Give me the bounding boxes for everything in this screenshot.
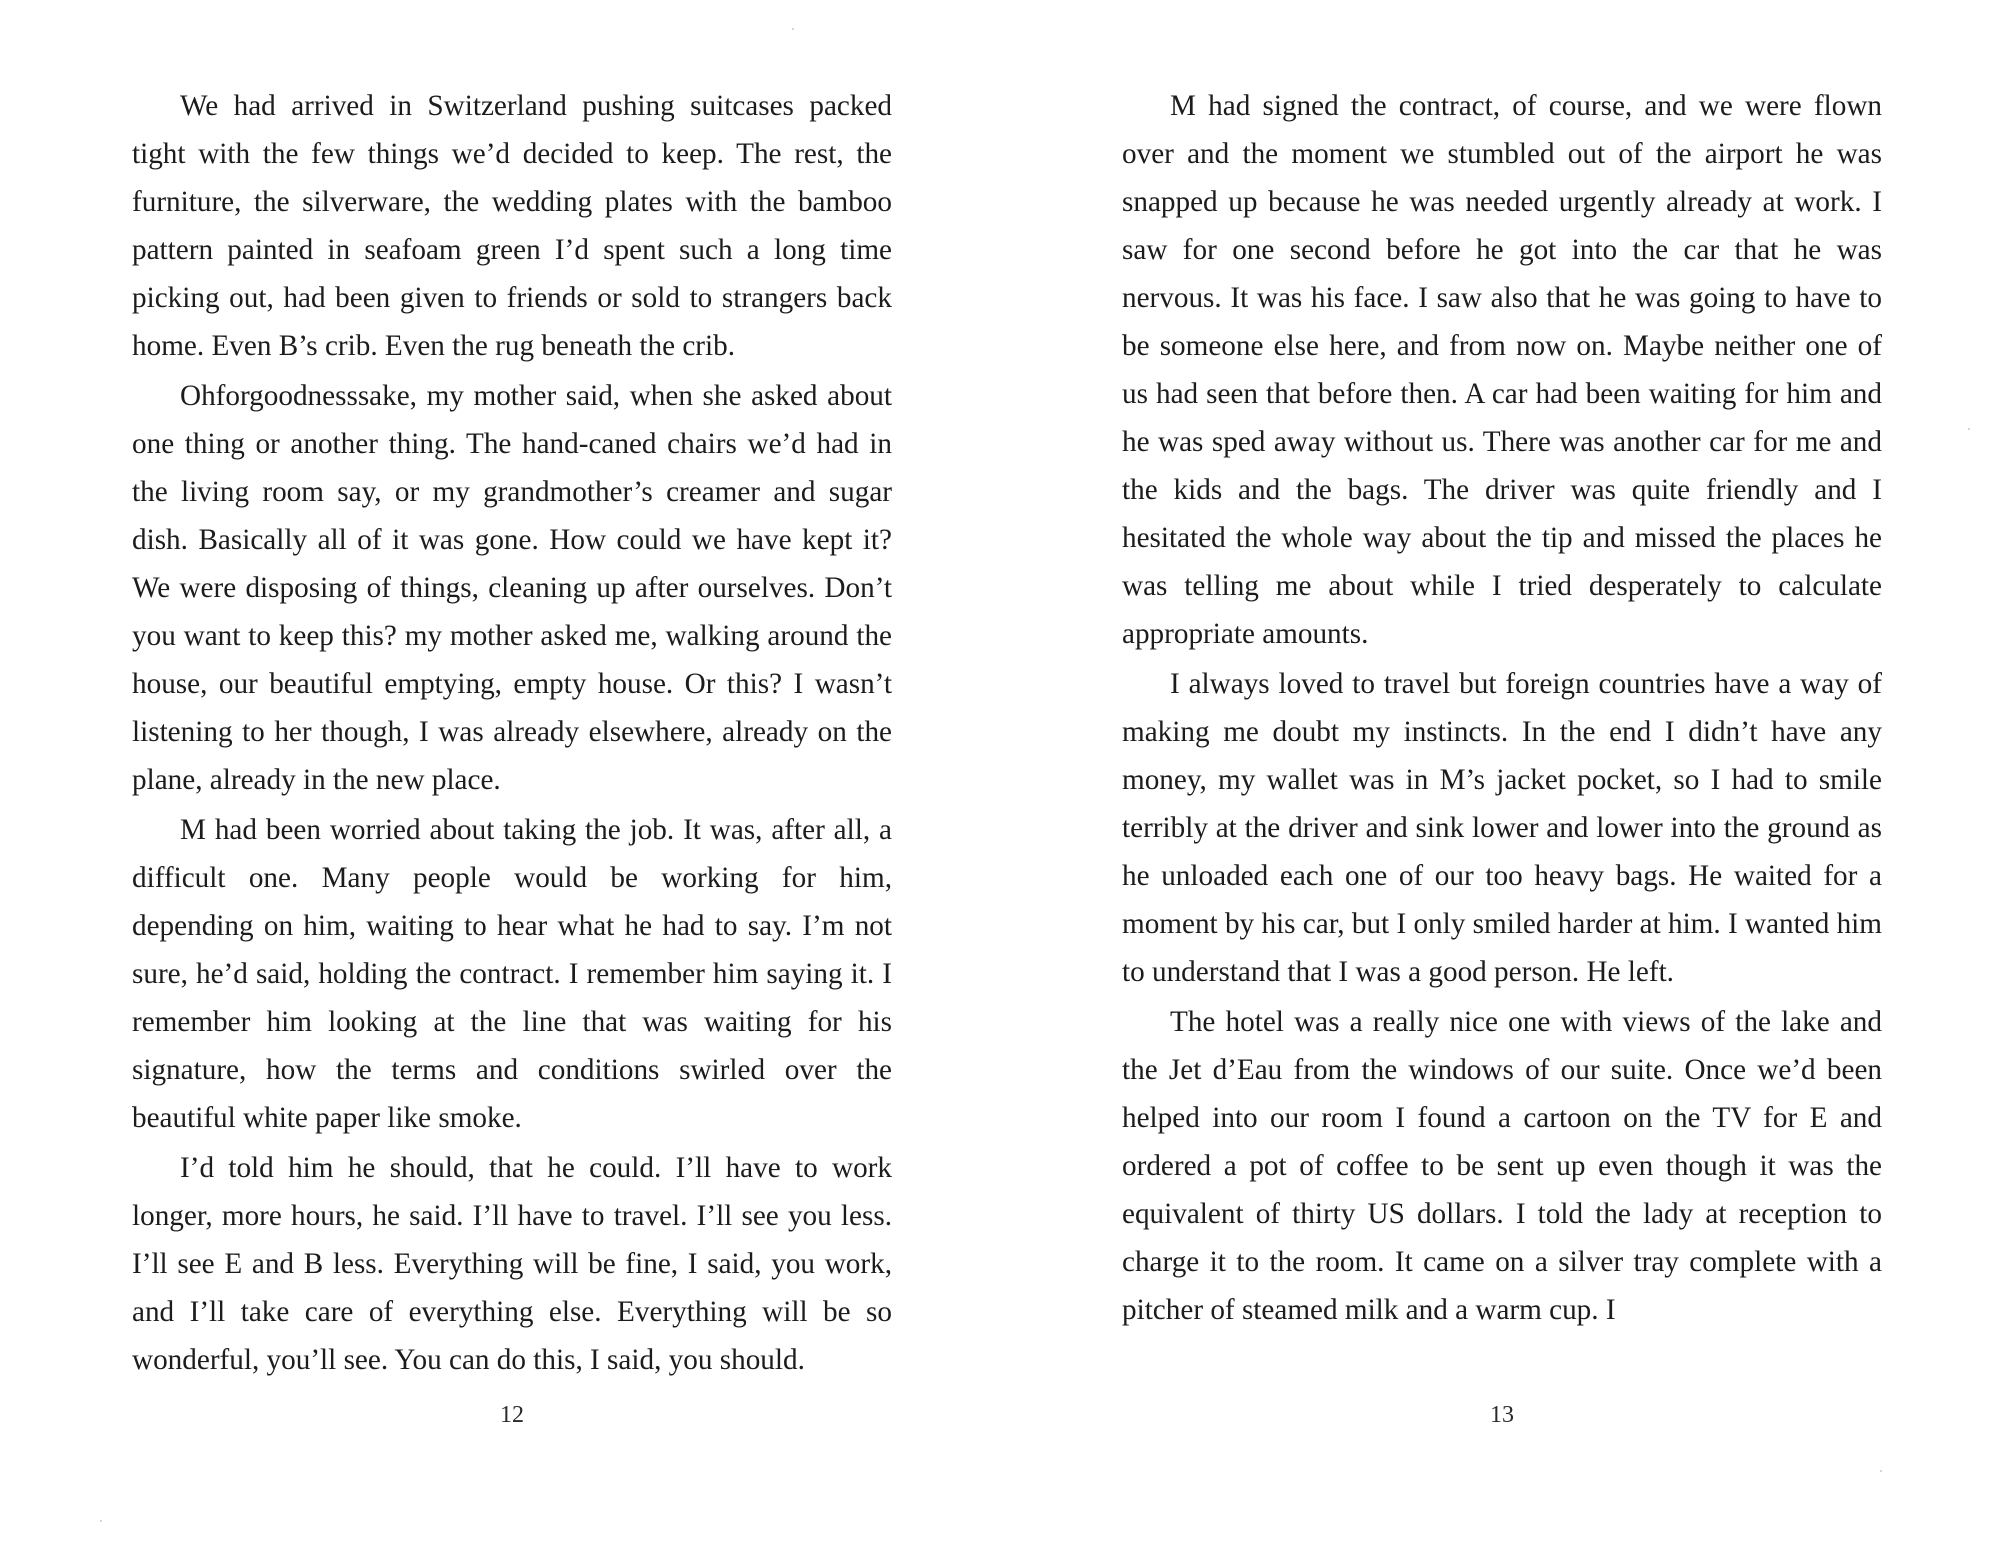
page-number: 13 [1490, 1402, 1514, 1428]
page-number: 12 [500, 1402, 524, 1428]
paragraph: M had signed the contract, of course, and we were flown over and the moment we stumbled out of the airport he was snapped up because he was needed urgently already at work. I saw for one second before he got into the car that he was nervous. It was his face. I saw also that he was going to have to be someone else here, and from now on. Maybe neither one of us had seen that before then. A car had been waiting for him and he was sped away without us. There was another car for me and the kids and the bags. The driver was quite friendly and I hesitated the whole way about the tip and missed the places he was telling me about while I tried desperately to calculate appropriate amounts. [1122, 90, 1882, 650]
scan-speck [1880, 1470, 1882, 1472]
paragraph: Ohforgoodnesssake, my mother said, when she asked about one thing or another thing. The hand-caned chairs we’d had in the living room say, or my grandmother’s creamer and sugar dish. Basically all of it was gone. How could we have kept it? We were disposing of things, cleaning up after ourselves. Don’t you want to keep this? my mother asked me, walking around the house, our beautiful emptying, empty house. Or this? I wasn’t listening to her though, I was already elsewhere, already on the plane, already in the new place. [132, 380, 892, 796]
right-page [1122, 82, 1882, 1502]
paragraph: We had arrived in Switzerland pushing suitcases packed tight with the few things we’d decided to keep. The rest, the furniture, the silverware, the wedding plates with the bamboo pattern painted in seafoam green I’d spent such a long time picking out, had been given to friends or sold to strangers back home. Even B’s crib. Even the rug beneath the crib. [132, 90, 892, 362]
paragraph: M had been worried about taking the job. It was, after all, a difficult one. Many people would be working for him, depending on him, waiting to hear what he had to say. I’m not sure, he’d said, holding the contract. I remember him saying it. I remember him looking at the line that was waiting for his signature, how the terms and conditions swirled over the beautiful white paper like smoke. [132, 814, 892, 1134]
paragraph: The hotel was a really nice one with views of the lake and the Jet d’Eau from the windows of our suite. Once we’d been helped into our room I found a cartoon on the TV for E and ordered a pot of coffee to be sent up even though it was the equivalent of thirty US dollars. I told the lady at reception to charge it to the room. It came on a silver tray complete with a pitcher of steamed milk and a warm cup. I [1122, 1006, 1882, 1326]
paragraph: I always loved to travel but foreign countries have a way of making me doubt my instincts. In the end I didn’t have any money, my wallet was in M’s jacket pocket, so I had to smile terribly at the driver and sink lower and lower into the ground as he unloaded each one of our too heavy bags. He waited for a moment by his car, but I only smiled harder at him. I wanted him to understand that I was a good person. He left. [1122, 668, 1882, 988]
right-page-text [1122, 82, 1882, 1334]
scan-speck [1968, 428, 1970, 430]
left-page-text [132, 82, 892, 1384]
scan-speck [100, 1520, 102, 1522]
left-page [132, 82, 892, 1502]
scan-speck [792, 28, 794, 30]
paragraph: I’d told him he should, that he could. I’ll have to work longer, more hours, he said. I’ll have to travel. I’ll see you less. I’ll see E and B less. Everything will be fine, I said, you work, and I’ll take care of everything else. Everything will be so wonderful, you’ll see. You can do this, I said, you should. [132, 1152, 892, 1376]
